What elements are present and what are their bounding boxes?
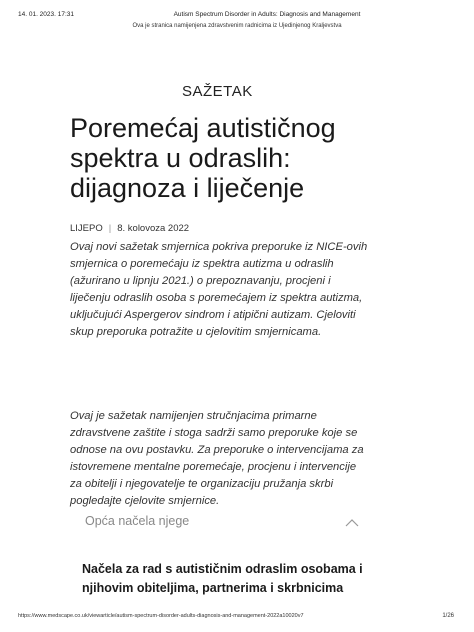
section-label: SAŽETAK [182, 83, 253, 100]
page-number: 1/26 [442, 613, 454, 619]
article-date: 8. kolovoza 2022 [117, 223, 190, 234]
print-datetime: 14. 01. 2023. 17:31 [18, 11, 75, 18]
audience-notice: Ova je stranica namijenjena zdravstvenim radnicima iz Ujedinjenog Kraljevstva [132, 23, 342, 29]
accordion-label: Opća načela njege [85, 514, 190, 528]
article-title: Poremećaj autističnog spektra u odraslih: dijagnoza i liječenje [70, 113, 336, 203]
article-category: LIJEPO [70, 223, 103, 234]
lead-paragraph: Ovaj novi sažetak smjernica pokriva preporuke iz NICE-ovih smjernica o poremećaju iz spektra autizma u odraslih (ažurirano u lipnju 2021.) o prepoznavanju, procjeni i liječenju odraslih osoba s poremećajem iz spektra autizma, uključujući Aspergerov sindrom i atipični autizam. Cjeloviti skup preporuka potražite u cjelovitim smjernicama. [70, 241, 368, 338]
print-url: https://www.medscape.co.uk/viewarticle/autism-spectrum-disorder-adults-diagnosis-and-management-2022a10020v7 [18, 613, 304, 619]
chevron-up-icon[interactable] [344, 516, 360, 528]
print-page-title: Autism Spectrum Disorder in Adults: Diagnosis and Management [173, 11, 361, 18]
byline [70, 223, 189, 234]
byline-separator: | [108, 223, 112, 234]
intro-paragraph: Ovaj je sažetak namijenjen stručnjacima primarne zdravstvene zaštite i stoga sadrži samo preporuke koje se odnose na ovu postavku. Za preporuke o intervencijama za istovremene mentalne poremećaje, procjenu i intervencije za obitelji i njegovatelje te organizaciju pružanja skrbi pogledajte cjelovite smjernice. [70, 410, 364, 507]
accordion-general-principles[interactable] [85, 512, 360, 534]
section-subheading: Načela za rad s autističnim odraslim osobama i njihovim obiteljima, partnerima i skrbnicima [82, 562, 363, 595]
